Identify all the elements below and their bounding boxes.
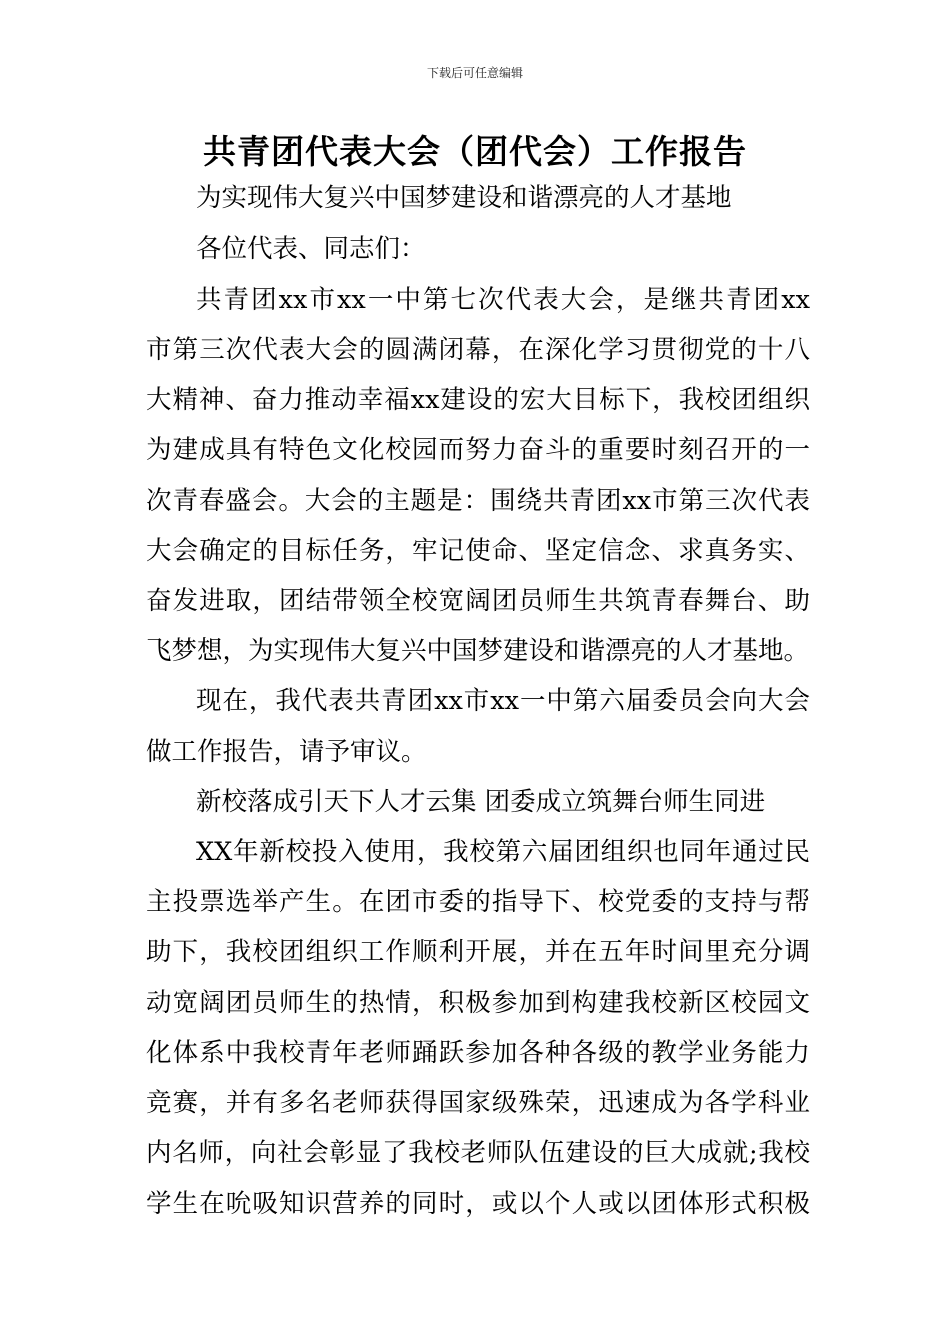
body-line: 主投票选举产生。在团市委的指导下、校党委的支持与帮 [146, 887, 810, 917]
body-line: 奋发进取，团结带领全校宽阔团员师生共筑青春舞台、助 [146, 586, 810, 616]
body-line: 飞梦想，为实现伟大复兴中国梦建设和谐漂亮的人才基地。 [146, 636, 810, 666]
body-line: 共青团xx市xx一中第七次代表大会，是继共青团xx [196, 285, 810, 315]
download-note: 下载后可任意编辑 [426, 66, 523, 80]
body-line: 次青春盛会。大会的主题是：围绕共青团xx市第三次代表 [146, 486, 810, 516]
body-line: 内名师，向社会彰显了我校老师队伍建设的巨大成就;我校 [146, 1138, 810, 1168]
body-line: 竞赛，并有多名老师获得国家级殊荣，迅速成为各学科业 [146, 1088, 810, 1118]
body-line: 现在，我代表共青团xx市xx一中第六届委员会向大会 [196, 686, 810, 716]
body-line: 为建成具有特色文化校园而努力奋斗的重要时刻召开的一 [146, 435, 810, 465]
body-line: 市第三次代表大会的圆满闭幕，在深化学习贯彻党的十八 [146, 335, 810, 365]
subtitle-line: 为实现伟大复兴中国梦建设和谐漂亮的人才基地 [196, 183, 732, 213]
body-line: 大精神、奋力推动幸福xx建设的宏大目标下，我校团组织 [146, 385, 810, 415]
document-title: 共青团代表大会（团代会）工作报告 [203, 132, 747, 171]
body-line: 化体系中我校青年老师踊跃参加各种各级的教学业务能力 [146, 1038, 810, 1068]
body-line: 大会确定的目标任务，牢记使命、坚定信念、求真务实、 [146, 536, 810, 566]
body-line: 学生在吮吸知识营养的同时，或以个人或以团体形式积极 [146, 1189, 810, 1219]
body-line: 动宽阔团员师生的热情，积极参加到构建我校新区校园文 [146, 988, 810, 1018]
salutation-line: 各位代表、同志们： [196, 234, 426, 264]
section-heading: 新校落成引天下人才云集 团委成立筑舞台师生同进 [196, 787, 766, 817]
body-line: 做工作报告，请予审议。 [146, 737, 427, 767]
body-line: 助下，我校团组织工作顺利开展，并在五年时间里充分调 [146, 937, 810, 967]
body-line: XX年新校投入使用，我校第六届团组织也同年通过民 [196, 837, 810, 867]
